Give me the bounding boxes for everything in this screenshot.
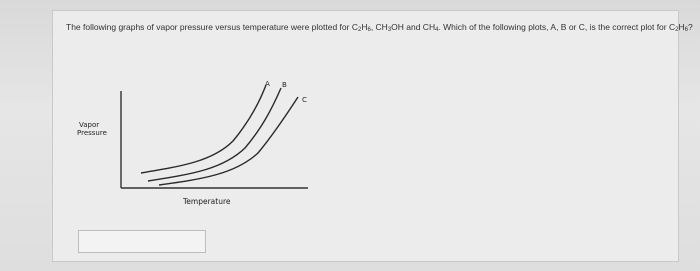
question-text: The following graphs of vapor pressure versus temperature were plotted for $C_2H_6$, $CH_3OH$ and $CH_4$. Which of the following plots, A, B or C, is the correct plot for $C_2H_6$? — [66, 22, 693, 33]
curve-a — [141, 85, 266, 173]
vapor-pressure-graph — [53, 11, 693, 261]
y-axis-label-line2: Pressure — [77, 129, 107, 137]
curve-c — [159, 97, 298, 185]
curve-label-c: C — [302, 96, 307, 104]
curve-label-b: B — [282, 81, 287, 89]
curve-label-a: A — [265, 80, 270, 88]
answer-input[interactable] — [78, 230, 206, 253]
y-axis-label-line1: Vapor — [79, 121, 100, 129]
x-axis-label: Temperature — [183, 197, 231, 206]
question-card — [52, 10, 693, 262]
curve-b — [148, 88, 281, 181]
